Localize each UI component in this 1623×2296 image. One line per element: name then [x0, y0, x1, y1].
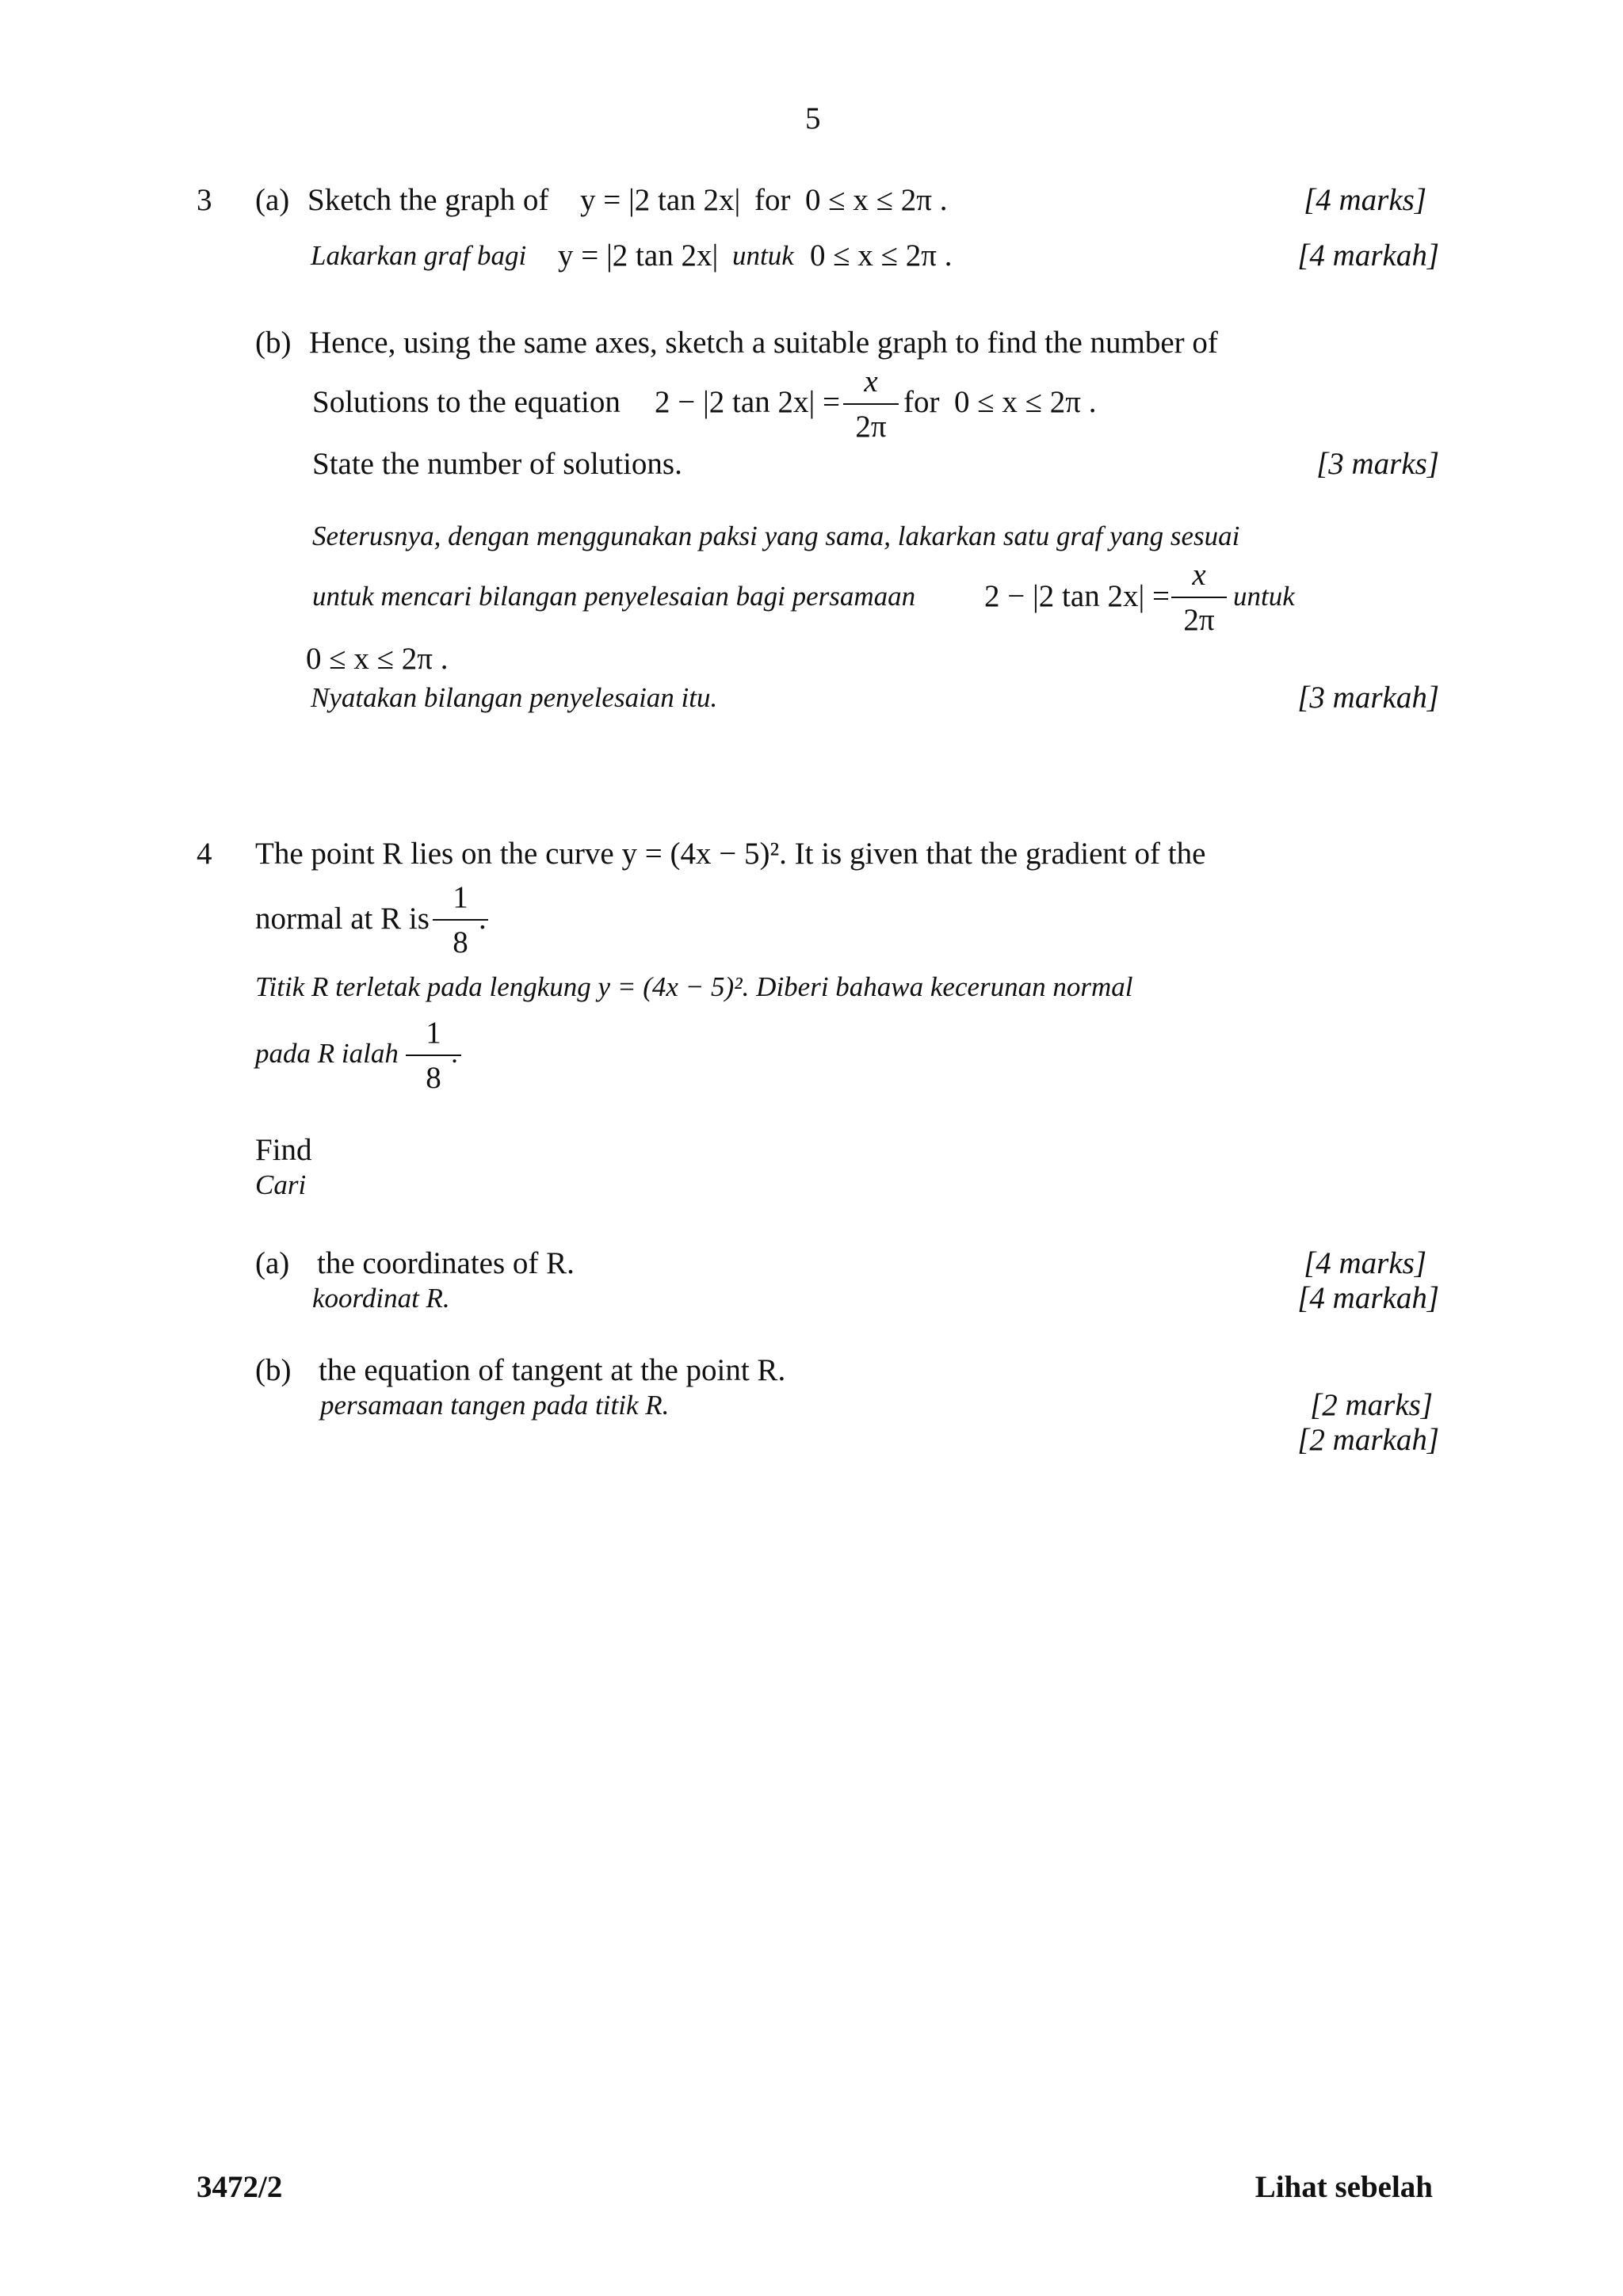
q3b-line2-text: Solutions to the equation	[312, 385, 621, 419]
q3a-range: 0 ≤ x ≤ 2π .	[805, 183, 948, 217]
q3b-frac-den: 2π	[855, 410, 887, 444]
q3b-ms-line1: Seterusnya, dengan menggunakan paksi yang sama, lakarkan satu graf yang sesuai	[312, 521, 1240, 551]
q4a-text: the coordinates of R.	[317, 1246, 575, 1280]
q3b-ms-frac-den: 2π	[1183, 603, 1215, 637]
q4-ms-frac-num: 1	[426, 1016, 441, 1050]
q3b-ms-line3: 0 ≤ x ≤ 2π .	[306, 642, 449, 676]
q4-find: Find	[255, 1133, 312, 1167]
q4-ms-line1: Titik R terletak pada lengkung y = (4x − 5)². Diberi bahawa kecerunan normal	[255, 971, 1133, 1002]
q3a-ms-text: Lakarkan graf bagi	[311, 240, 527, 271]
q4-cari: Cari	[255, 1169, 307, 1200]
q4-line1: The point R lies on the curve y = (4x − 5)². It is given that the gradient of the	[255, 837, 1206, 871]
q3b-ms-marks: [3 markah]	[1297, 681, 1439, 715]
q3-number: 3	[197, 183, 212, 217]
q3b-ms-line4: Nyatakan bilangan penyelesaian itu.	[311, 682, 718, 713]
q4b-text: the equation of tangent at the point R.	[319, 1353, 786, 1387]
page-number: 5	[805, 101, 821, 135]
footer-next-page: Lihat sebelah	[1254, 2170, 1433, 2204]
q4-period: .	[479, 902, 487, 936]
q4-line2: normal at R is	[255, 902, 430, 936]
q3a-ms-marks: [4 markah]	[1297, 238, 1439, 273]
q4-number: 4	[197, 837, 212, 871]
q3a-ms-range: 0 ≤ x ≤ 2π .	[810, 238, 953, 273]
q3b-ms-frac-bar	[1171, 597, 1227, 598]
q4a-label: (a)	[255, 1246, 290, 1280]
q4b-ms-text: persamaan tangen pada titik R.	[320, 1390, 670, 1421]
q3a-ms-equation: y = |2 tan 2x|	[558, 238, 719, 273]
q3b-fraction	[843, 366, 899, 442]
q4-frac-num: 1	[453, 880, 468, 914]
q4-ms-line2: pada R ialah	[255, 1038, 399, 1069]
footer-paper-code: 3472/2	[197, 2170, 283, 2204]
q4b-ms-marks: [2 markah]	[1297, 1423, 1439, 1457]
q3a-label: (a)	[255, 183, 290, 217]
q4a-ms-marks: [4 markah]	[1297, 1281, 1439, 1315]
q3a-for: for	[754, 183, 791, 217]
q3a-equation: y = |2 tan 2x|	[580, 183, 741, 217]
q4-ms-frac-den: 8	[426, 1061, 441, 1095]
q3b-line2-equation: 2 − |2 tan 2x| =	[655, 385, 840, 419]
q3a-ms-untuk: untuk	[732, 240, 794, 271]
q3a-marks: [4 marks]	[1304, 183, 1426, 217]
q3b-line2-for: for	[903, 385, 940, 419]
q3b-line1: Hence, using the same axes, sketch a suitable graph to find the number of	[309, 326, 1218, 360]
q3b-line3: State the number of solutions.	[312, 447, 682, 481]
q4a-marks: [4 marks]	[1304, 1246, 1426, 1280]
q3b-frac-num: x	[864, 364, 878, 399]
q3b-ms-line2-equation: 2 − |2 tan 2x| =	[984, 579, 1170, 613]
q3b-ms-line2-text: untuk mencari bilangan penyelesaian bagi persamaan	[312, 581, 916, 612]
q4b-label: (b)	[255, 1353, 292, 1387]
q4b-marks: [2 marks]	[1310, 1388, 1433, 1422]
q3b-line2-range: 0 ≤ x ≤ 2π .	[954, 385, 1097, 419]
q4a-ms-text: koordinat R.	[312, 1283, 450, 1314]
q3b-label: (b)	[255, 326, 292, 360]
q3b-frac-bar	[843, 403, 899, 405]
q3b-ms-fraction	[1171, 559, 1227, 635]
q3b-marks: [3 marks]	[1316, 447, 1439, 481]
q4-frac-den: 8	[453, 925, 468, 959]
q3a-text: Sketch the graph of	[307, 183, 549, 217]
q4-ms-period: .	[452, 1038, 459, 1069]
q3b-ms-line2-untuk: untuk	[1233, 581, 1295, 612]
q3b-ms-frac-num: x	[1192, 558, 1206, 592]
